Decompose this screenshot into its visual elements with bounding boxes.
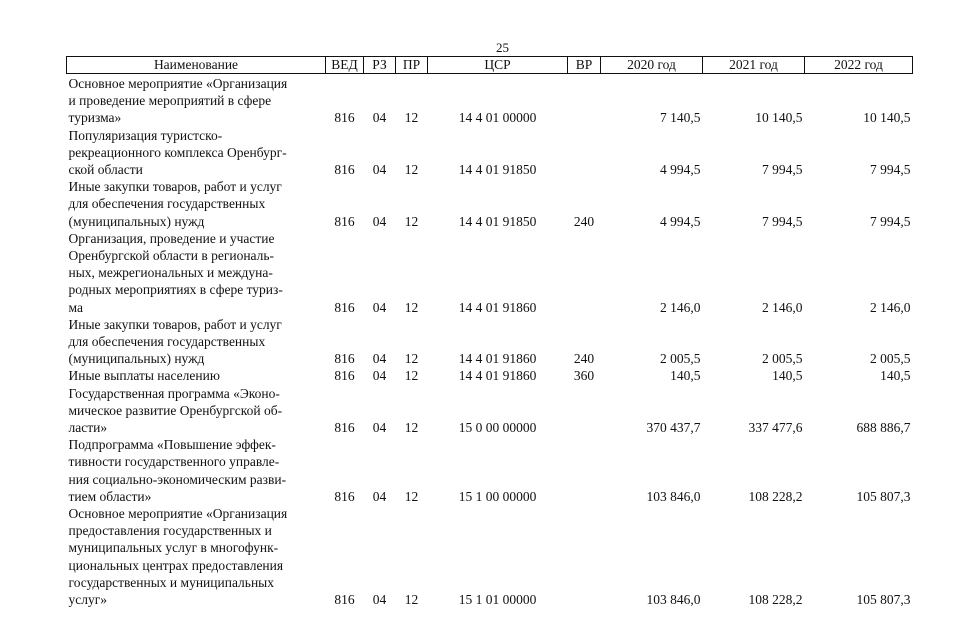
row-csr: 14 4 01 00000 (458, 110, 537, 126)
row-name-line: ласти» (68, 420, 108, 436)
row-name-line: Подпрограмма «Повышение эффек- (68, 437, 276, 453)
row-rz: 04 (372, 488, 387, 504)
row-ved: 816 (334, 488, 355, 504)
table-row (67, 178, 913, 230)
row-csr: 14 4 01 91860 (458, 299, 537, 315)
row-rz: 04 (372, 162, 387, 178)
table-body (67, 74, 913, 609)
row-2021: 7 994,5 (762, 213, 803, 229)
row-name-line: муниципальных услуг в многофунк- (68, 540, 279, 556)
row-csr: 15 0 00 00000 (458, 420, 537, 436)
row-name-line: Иные закупки товаров, работ и услуг (68, 179, 282, 195)
header-name: Наименование (67, 57, 326, 74)
row-name-line: Популяризация туристско- (68, 127, 223, 143)
row-ved: 816 (334, 368, 355, 384)
row-rz: 04 (372, 368, 387, 384)
header-2022: 2022 год (805, 57, 913, 74)
row-2022: 7 994,5 (870, 162, 911, 178)
row-name-line: (муниципальных) нужд (68, 351, 205, 367)
row-2020: 2 146,0 (660, 299, 701, 315)
row-2022: 2 146,0 (870, 299, 911, 315)
row-csr: 14 4 01 91860 (458, 351, 537, 367)
row-name (67, 436, 326, 505)
row-ved: 816 (334, 162, 355, 178)
row-name-line: Государственная программа «Эконо- (68, 385, 280, 401)
row-name (67, 505, 326, 608)
row-name-line: и проведение мероприятий в сфере (68, 93, 272, 109)
row-pr: 12 (404, 368, 419, 384)
row-2021: 7 994,5 (762, 162, 803, 178)
row-ved: 816 (334, 351, 355, 367)
row-2021: 10 140,5 (755, 110, 803, 126)
row-2022: 2 005,5 (870, 351, 911, 367)
row-vr (568, 230, 601, 316)
page-number: 25 (496, 40, 509, 55)
row-name-line: Основное мероприятие «Организация (68, 76, 288, 91)
row-2020: 2 005,5 (660, 351, 701, 367)
row-2021: 108 228,2 (748, 488, 803, 504)
table-row (67, 74, 913, 127)
row-2021: 2 005,5 (762, 351, 803, 367)
row-name-line: (муниципальных) нужд (68, 213, 205, 229)
row-name-line: циональных центрах предоставления (68, 557, 284, 573)
row-name-line: родных мероприятиях в сфере туриз- (68, 282, 283, 298)
row-name-line: ных, межрегиональных и междуна- (68, 265, 273, 281)
row-pr: 12 (404, 351, 419, 367)
row-name-line: ния социально-экономическим разви- (68, 471, 287, 487)
row-2022: 688 886,7 (856, 420, 911, 436)
row-name-line: Иные выплаты населению (68, 368, 220, 384)
row-vr (568, 127, 601, 179)
row-name-line: ма (68, 299, 83, 315)
row-name-line: тием области» (68, 488, 152, 504)
row-pr: 12 (404, 420, 419, 436)
row-2021: 337 477,6 (748, 420, 803, 436)
row-rz: 04 (372, 351, 387, 367)
row-name-line: туризма» (68, 110, 122, 126)
header-2021: 2021 год (703, 57, 805, 74)
row-2020: 103 846,0 (646, 592, 701, 608)
row-vr (568, 74, 601, 127)
row-2022: 105 807,3 (856, 592, 911, 608)
table-row (67, 127, 913, 179)
row-pr: 12 (404, 162, 419, 178)
row-2022: 140,5 (880, 368, 911, 384)
row-csr: 15 1 01 00000 (458, 592, 537, 608)
row-csr: 14 4 01 91850 (458, 213, 537, 229)
row-name-line: ской области (68, 162, 143, 178)
table-row (67, 385, 913, 437)
row-2020: 4 994,5 (660, 162, 701, 178)
row-rz: 04 (372, 420, 387, 436)
row-name-line: Основное мероприятие «Организация (68, 506, 288, 522)
table-header (67, 57, 913, 74)
row-2021: 108 228,2 (748, 592, 803, 608)
row-name (67, 127, 326, 179)
row-2022: 10 140,5 (863, 110, 911, 126)
row-csr: 14 4 01 91860 (458, 368, 537, 384)
row-rz: 04 (372, 592, 387, 608)
row-2021: 140,5 (772, 368, 803, 384)
row-name-line: Иные закупки товаров, работ и услуг (68, 316, 282, 332)
row-name-line: для обеспечения государственных (68, 196, 266, 212)
row-name (67, 367, 326, 384)
row-2020: 7 140,5 (660, 110, 701, 126)
row-pr: 12 (404, 213, 419, 229)
row-name (67, 385, 326, 437)
row-rz: 04 (372, 299, 387, 315)
table-row (67, 367, 913, 384)
row-name (67, 178, 326, 230)
row-2020: 140,5 (670, 368, 701, 384)
budget-table (66, 56, 913, 608)
row-csr: 15 1 00 00000 (458, 488, 537, 504)
row-name-line: услуг» (68, 592, 108, 608)
row-name-line: тивности государственного управле- (68, 454, 280, 470)
table-row (67, 505, 913, 608)
table-row (67, 436, 913, 505)
row-csr: 14 4 01 91850 (458, 162, 537, 178)
row-pr: 12 (404, 110, 419, 126)
row-name-line: для обеспечения государственных (68, 334, 266, 350)
row-name-line: государственных и муниципальных (68, 574, 274, 590)
header-ved: ВЕД (326, 57, 364, 74)
header-rz: РЗ (364, 57, 396, 74)
header-pr: ПР (396, 57, 428, 74)
row-ved: 816 (334, 420, 355, 436)
header-vr: ВР (568, 57, 601, 74)
row-vr (568, 385, 601, 437)
row-name-line: рекреационного комплекса Оренбург- (68, 144, 287, 160)
row-ved: 816 (334, 213, 355, 229)
row-vr (568, 436, 601, 505)
row-vr: 240 (573, 351, 595, 367)
header-csr: ЦСР (428, 57, 568, 74)
row-name-line: предоставления государственных и (68, 523, 272, 539)
row-rz: 04 (372, 213, 387, 229)
row-2020: 370 437,7 (646, 420, 701, 436)
row-ved: 816 (334, 299, 355, 315)
row-name (67, 74, 326, 127)
row-pr: 12 (404, 592, 419, 608)
row-2022: 105 807,3 (856, 488, 911, 504)
row-name-line: мическое развитие Оренбургской об- (68, 402, 283, 418)
row-2020: 103 846,0 (646, 488, 701, 504)
row-2022: 7 994,5 (870, 213, 911, 229)
row-pr: 12 (404, 488, 419, 504)
row-2020: 4 994,5 (660, 213, 701, 229)
row-pr: 12 (404, 299, 419, 315)
row-name-line: Оренбургской области в региональ- (68, 248, 275, 264)
row-vr (568, 505, 601, 608)
row-vr: 360 (573, 368, 595, 384)
row-rz: 04 (372, 110, 387, 126)
row-2021: 2 146,0 (762, 299, 803, 315)
table-row (67, 230, 913, 316)
row-ved: 816 (334, 592, 355, 608)
row-name (67, 230, 326, 316)
table-row (67, 316, 913, 368)
row-ved: 816 (334, 110, 355, 126)
header-2020: 2020 год (601, 57, 703, 74)
row-name-line: Организация, проведение и участие (68, 230, 275, 246)
row-name (67, 316, 326, 368)
row-vr: 240 (573, 213, 595, 229)
